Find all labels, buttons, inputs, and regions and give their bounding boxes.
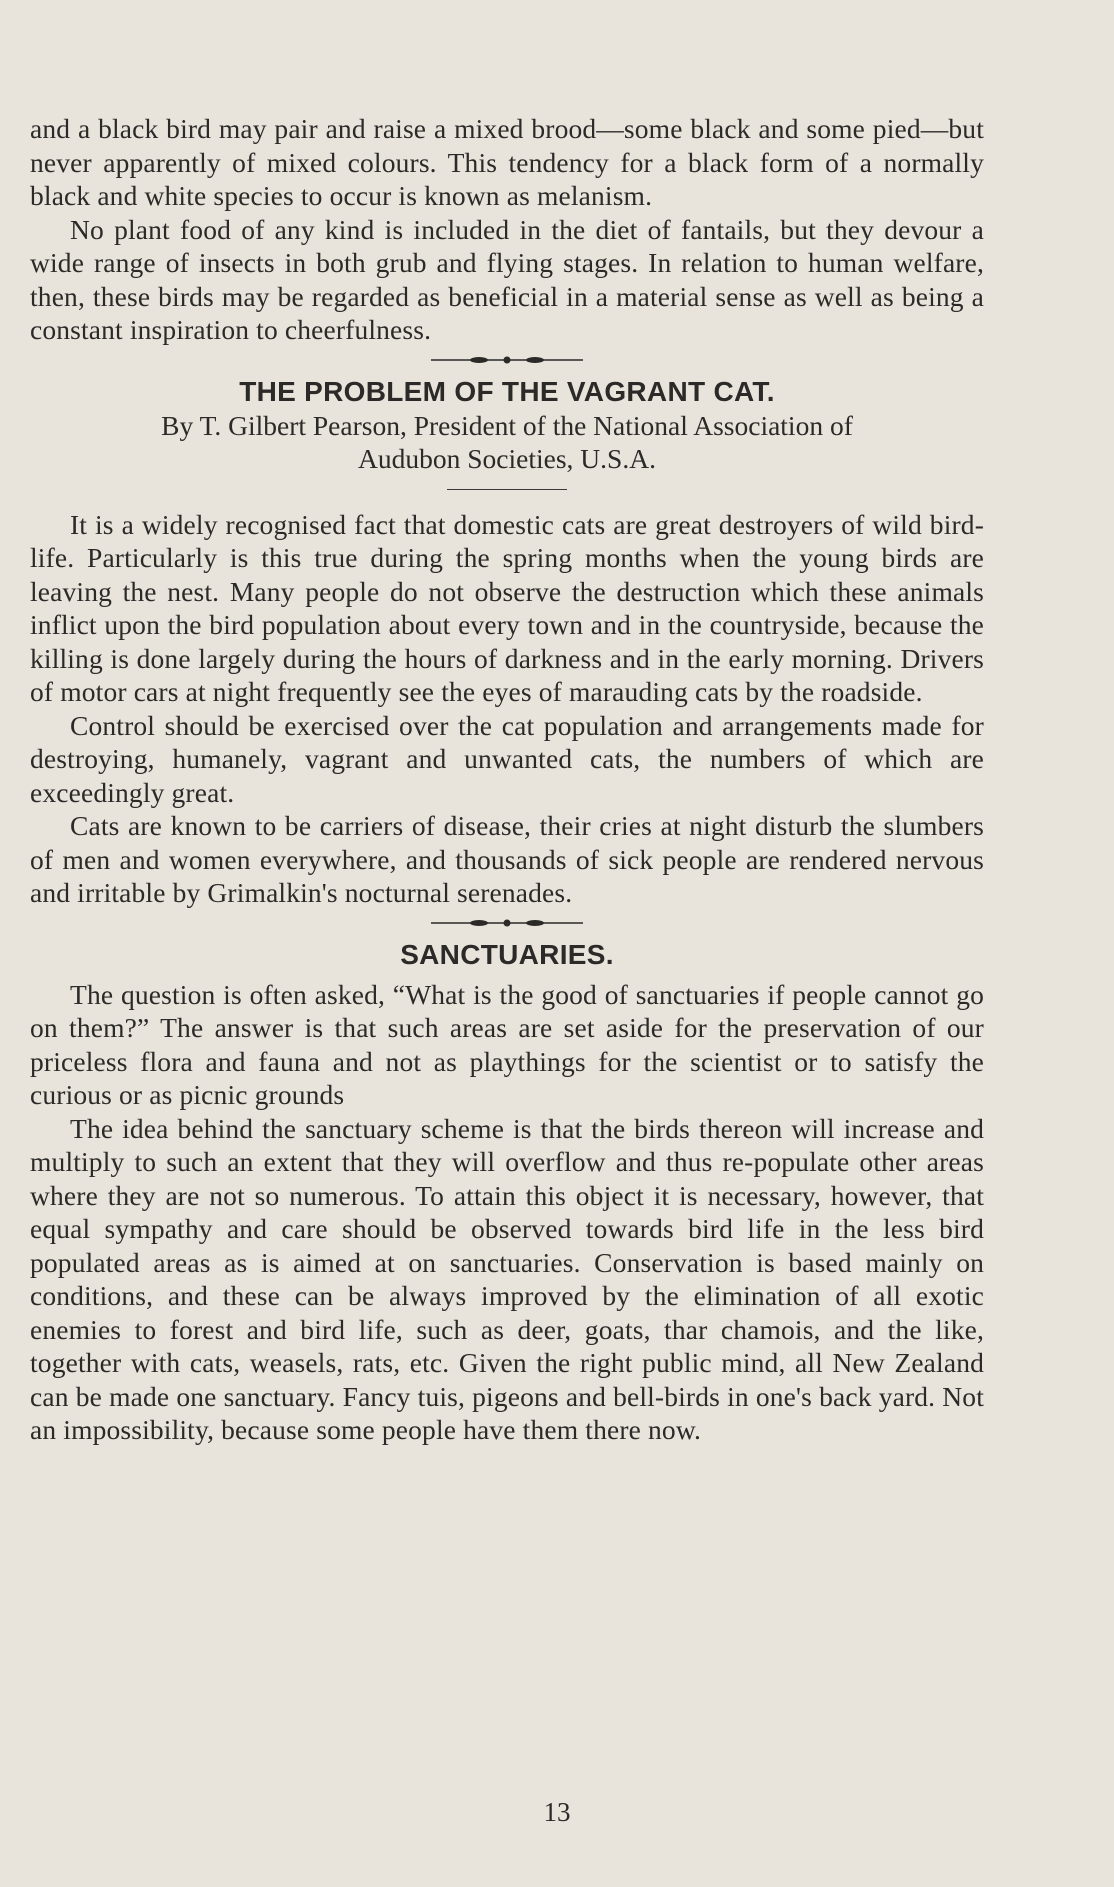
article-title: THE PROBLEM OF THE VAGRANT CAT.: [239, 375, 775, 407]
sanctuaries-article: [30, 938, 984, 1447]
vagrant-cat-article: [30, 375, 984, 910]
cat-paragraph-2: Control should be exercised over the cat population and arrangements made for destroying, humanely, vagrant and unwanted cats, the numbers of which are exceedingly great.: [30, 709, 984, 808]
section-divider-ornament-2: [427, 918, 587, 928]
sanctuaries-title: SANCTUARIES.: [400, 938, 614, 970]
sanctuaries-paragraph-1: The question is often asked, “What is the good of sanctuaries if people cannot go on them?” The answer is that such areas are set aside for the preservation of our priceless flora and fauna and not as playthings for the scientist or to satisfy the curious or as picnic grounds: [30, 978, 984, 1110]
cat-paragraph-1: It is a widely recognised fact that domestic cats are great destroyers of wild bird-life. Particularly is this true during the spring months when the young birds are leaving the nest. Many people do not observe the destruction which these animals inflict upon the bird population about every town and in the countryside, because the killing is done largely during the hours of darkness and in the early morning. Drivers of motor cars at night frequently see the eyes of marauding cats by the roadside.: [30, 508, 984, 707]
byline-rule: [447, 489, 567, 490]
intro-section: [30, 112, 984, 347]
cat-paragraph-3: Cats are known to be carriers of disease, their cries at night disturb the slumbers of men and women everywhere, and thousands of sick people are rendered nervous and irritable by Grimalkin's nocturnal serenades.: [30, 810, 984, 908]
intro-paragraph-1: and a black bird may pair and raise a mixed brood—some black and some pied—but never apparently of mixed colours. This tendency for a black form of a normally black and white species to occur is known as melanism.: [30, 113, 984, 211]
page-number: 13: [543, 1797, 571, 1827]
article-byline-line-1: By T. Gilbert Pearson, President of the National Association of: [161, 409, 853, 441]
sanctuaries-paragraph-2: The idea behind the sanctuary scheme is that the birds thereon will increase and multiply to such an extent that they will overflow and thus re-populate other areas where they are not so numerous. To attain this object it is necessary, however, that equal sympathy and care should be observed towards bird life in the less bird populated areas as is aimed at on sanctuaries. Conservation is based mainly on conditions, and these can be always improved by the elimination of all exotic enemies to forest and bird life, such as deer, goats, thar chamois, and the like, together with cats, weasels, rats, etc. Given the right public mind, all New Zealand can be made one sanctuary. Fancy tuis, pigeons and bell-birds in one's back yard. Not an impossibility, because some people have them there now.: [30, 1112, 984, 1445]
article-byline-line-2: Audubon Societies, U.S.A.: [358, 442, 656, 474]
intro-paragraph-2: No plant food of any kind is included in the diet of fantails, but they devour a wide range of insects in both grub and flying stages. In relation to human welfare, then, these birds may be regarded as beneficial in a material sense as well as being a constant inspiration to cheerfulness.: [30, 213, 984, 345]
section-divider-ornament: [427, 355, 587, 365]
